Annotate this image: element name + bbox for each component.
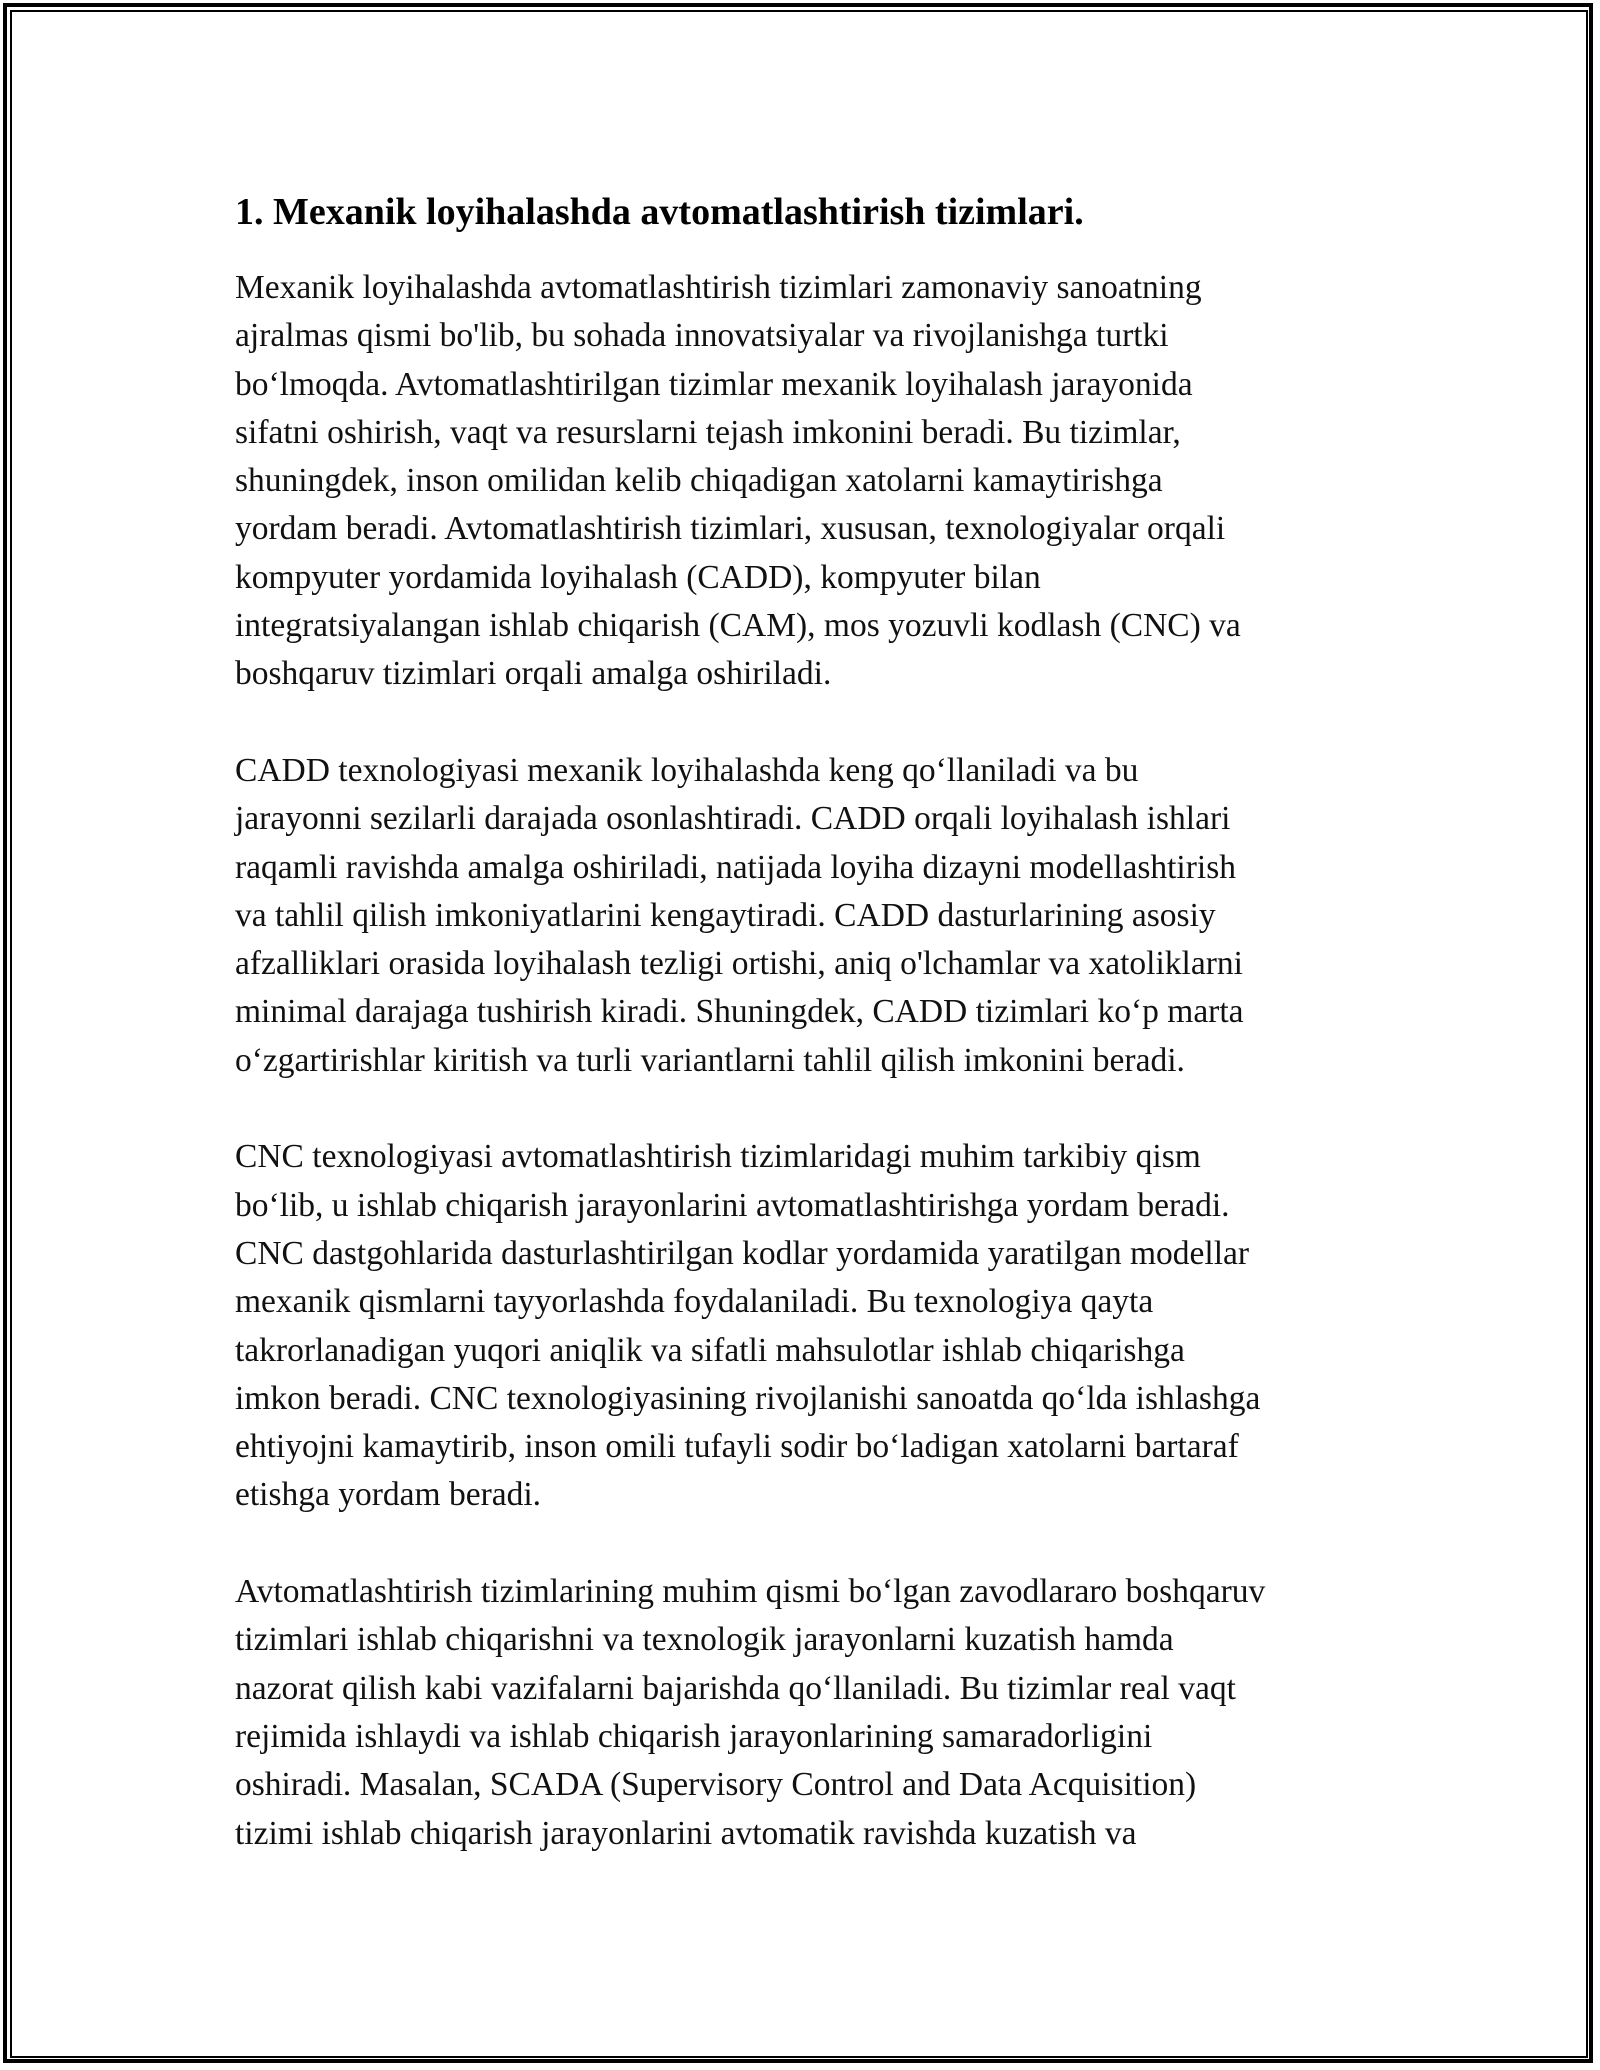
text-line: rejimida ishlaydi va ishlab chiqarish jarayonlarining samaradorligini [235,1717,1153,1755]
paragraph-scada [235,1568,1375,1858]
text-line: jarayonni sezilarli darajada osonlashtiradi. CADD orqali loyihalash ishlari [235,800,1231,838]
text-line: mexanik qismlarni tayyorlashda foydalaniladi. Bu texnologiya qayta [235,1283,1154,1321]
text-line: yordam beradi. Avtomatlashtirish tizimlari, xususan, texnologiyalar orqali [235,510,1226,548]
text-line: integratsiyalangan ishlab chiqarish (CAM), mos yozuvli kodlash (CNC) va [235,607,1241,645]
text-line: tizimlari ishlab chiqarishni va texnologik jarayonlarni kuzatish hamda [235,1621,1174,1659]
text-line: oshiradi. Masalan, SCADA (Supervisory Control and Data Acquisition) [235,1766,1197,1804]
text-line: CNC dastgohlarida dasturlashtirilgan kodlar yordamida yaratilgan modellar [235,1234,1250,1272]
text-line: nazorat qilish kabi vazifalarni bajarishda qo‘llaniladi. Bu tizimlar real vaqt [235,1669,1236,1707]
section-heading: 1. Mexanik loyihalashda avtomatlashtirish tizimlari. [235,191,1084,233]
text-line: bo‘lmoqda. Avtomatlashtirilgan tizimlar mexanik loyihalash jarayonida [235,365,1193,403]
text-line: minimal darajaga tushirish kiradi. Shuningdek, CADD tizimlari ko‘p marta [235,993,1244,1031]
text-line: CADD texnologiyasi mexanik loyihalashda keng qo‘llaniladi va bu [235,751,1139,789]
text-line: sifatni oshirish, vaqt va resurslarni tejash imkonini beradi. Bu tizimlar, [235,413,1181,451]
text-line: o‘zgartirishlar kiritish va turli variantlarni tahlil qilish imkonini beradi. [235,1041,1185,1079]
text-line: boshqaruv tizimlari orqali amalga oshiriladi. [235,655,832,693]
text-line: Avtomatlashtirish tizimlarining muhim qismi bo‘lgan zavodlararo boshqaruv [235,1573,1266,1611]
paragraph-cadd [235,747,1375,1085]
paragraph-intro [235,264,1375,699]
text-line: etishga yordam beradi. [235,1476,542,1514]
text-line: bo‘lib, u ishlab chiqarish jarayonlarini avtomatlashtirishga yordam beradi. [235,1186,1230,1224]
paragraph-cnc [235,1133,1375,1519]
text-line: raqamli ravishda amalga oshiriladi, natijada loyiha dizayni modellashtirish [235,848,1236,886]
text-line: ajralmas qismi bo'lib, bu sohada innovatsiyalar va rivojlanishga turtki [235,317,1169,355]
text-line: takrorlanadigan yuqori aniqlik va sifatli mahsulotlar ishlab chiqarishga [235,1331,1185,1369]
text-line: kompyuter yordamida loyihalash (CADD), kompyuter bilan [235,558,1041,596]
text-line: va tahlil qilish imkoniyatlarini kengaytiradi. CADD dasturlarining asosiy [235,896,1216,934]
document-body [235,188,1375,1906]
text-line: shuningdek, inson omilidan kelib chiqadigan xatolarni kamaytirishga [235,462,1163,500]
text-line: afzalliklari orasida loyihalash tezligi ortishi, aniq o'lchamlar va xatoliklarni [235,945,1243,983]
text-line: CNC texnologiyasi avtomatlashtirish tizimlaridagi muhim tarkibiy qism [235,1138,1201,1176]
text-line: tizimi ishlab chiqarish jarayonlarini avtomatik ravishda kuzatish va [235,1814,1137,1852]
text-line: Mexanik loyihalashda avtomatlashtirish tizimlari zamonaviy sanoatning [235,269,1202,306]
text-line: ehtiyojni kamaytirib, inson omili tufayli sodir bo‘ladigan xatolarni bartaraf [235,1428,1239,1466]
text-line: imkon beradi. CNC texnologiyasining rivojlanishi sanoatda qo‘lda ishlashga [235,1379,1261,1417]
